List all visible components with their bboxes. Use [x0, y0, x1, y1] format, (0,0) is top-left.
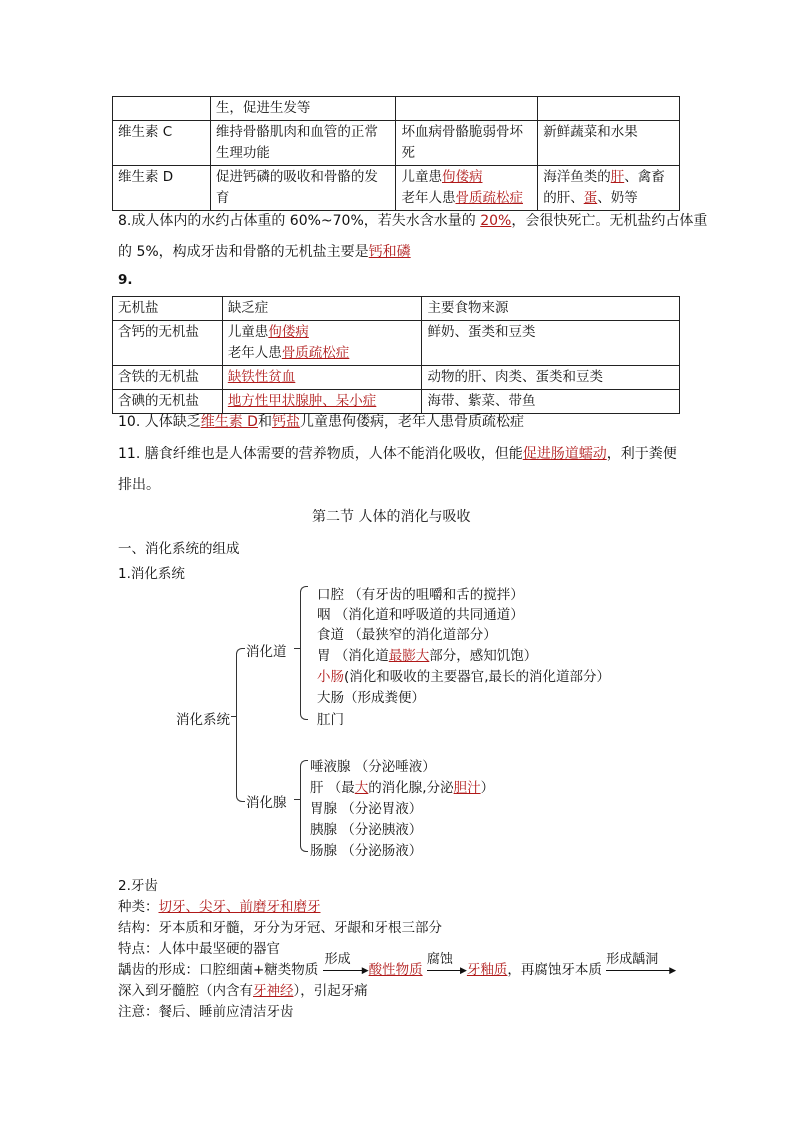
item-11-line1: [118, 443, 677, 463]
highlight: 骨质疏松症: [281, 345, 350, 361]
table-cell: [538, 97, 680, 121]
teeth-feature: 特点：人体中最坚硬的器官: [118, 941, 280, 957]
tract-label: 消化道: [246, 644, 287, 660]
highlight: 最膨大: [388, 648, 430, 664]
table-cell: 新鲜蔬菜和水果: [538, 121, 680, 166]
highlight: 地方性甲状腺肿、呆小症: [227, 393, 377, 409]
text: 的肝、: [543, 190, 584, 206]
tree-root: 消化系统: [176, 712, 230, 728]
text: 的消化腺,分泌: [368, 780, 454, 796]
text: 部分，感知饥饱）: [429, 648, 538, 664]
text: 儿童患: [401, 169, 442, 185]
item-8-line1: [118, 210, 707, 230]
highlight: 蛋: [583, 190, 598, 206]
highlight: 佝偻病: [268, 324, 309, 340]
highlight: 钙和磷: [368, 244, 411, 260]
teeth-note: 注意：餐后、睡前应清洁牙齿: [118, 1004, 294, 1020]
table-cell: [396, 166, 538, 211]
table-cell: 含钙的无机盐: [113, 321, 223, 366]
text: 老年人患: [227, 345, 282, 361]
table-header: 主要食物来源: [422, 297, 680, 321]
table-row: [113, 97, 680, 121]
text: 和: [257, 414, 272, 430]
table-cell: 含碘的无机盐: [113, 390, 223, 414]
table-cell: 坏血病骨骼脆弱骨坏死: [396, 121, 538, 166]
table-cell: 动物的肝、肉类、蛋类和豆类: [422, 366, 680, 390]
table-header: 无机盐: [113, 297, 223, 321]
table-row: [113, 321, 680, 366]
heading-1: 一、消化系统的组成: [118, 541, 240, 557]
table-cell: [538, 166, 680, 211]
table-cell: 促进钙磷的吸收和骨骼的发育: [210, 166, 396, 211]
highlight: 牙神经: [253, 983, 294, 999]
highlight: 肝: [610, 169, 625, 185]
table-cell: 维生素 C: [113, 121, 211, 166]
gland-brace-stem: [294, 799, 301, 800]
text: ）: [480, 780, 495, 796]
item-10: [118, 411, 524, 431]
text: 儿童患: [227, 324, 269, 340]
text: 、禽畜: [624, 169, 665, 185]
text: 海洋鱼类的: [543, 169, 611, 185]
text: 的 5%，构成牙齿和骨骼的无机盐主要是: [118, 244, 369, 260]
table-cell: 鲜奶、蛋类和豆类: [422, 321, 680, 366]
text: ，会很快死亡。无机盐约占体重: [511, 213, 708, 229]
text: 深入到牙髓腔（内含有: [118, 983, 253, 999]
tract-brace-stem: [294, 648, 301, 649]
mineral-table: [112, 296, 680, 414]
table-row: [113, 366, 680, 390]
highlight: 切牙、尖牙、前磨牙和磨牙: [158, 899, 321, 915]
arrow-formation: 形成 ▶: [323, 962, 369, 978]
root-brace-stem: [231, 716, 237, 717]
table-cell: [222, 366, 422, 390]
item-9-number: 9.: [118, 272, 133, 288]
section-title: 第二节 人体的消化与吸收: [312, 509, 471, 525]
table-cell: [396, 97, 538, 121]
table-cell: [222, 390, 422, 414]
vitamin-table: [112, 96, 680, 211]
caries-line2: [118, 979, 368, 999]
text: 10. 人体缺乏: [118, 414, 201, 430]
tract-item: [317, 665, 610, 685]
highlight: 缺铁性贫血: [227, 369, 296, 385]
arrow-label: 形成: [324, 952, 351, 967]
text: 龋齿的形成：口腔细菌+糖类物质: [118, 962, 319, 978]
table-row: [113, 390, 680, 414]
teeth-structure: 结构：牙本质和牙髓，牙分为牙冠、牙龈和牙根三部分: [118, 920, 442, 936]
gland-brace: [300, 760, 308, 852]
teeth-heading: 2.牙齿: [118, 878, 158, 894]
table-cell: 生，促进生发等: [210, 97, 396, 121]
text: 种类：: [118, 899, 159, 915]
tract-brace: [300, 586, 308, 720]
item-8-line2: [118, 241, 411, 261]
table-cell: [222, 321, 422, 366]
highlight: 20%: [480, 213, 512, 229]
root-brace: [236, 648, 245, 802]
gland-item: 胰腺 （分泌胰液）: [310, 822, 423, 838]
table-cell: 含铁的无机盐: [113, 366, 223, 390]
text: 胃 （消化道: [317, 648, 389, 664]
text: ，利于粪便: [606, 446, 677, 462]
text: 11. 膳食纤维也是人体需要的营养物质，人体不能消化吸收，但能: [118, 446, 523, 462]
table-row: [113, 297, 680, 321]
sub-heading-digestive-system: 1.消化系统: [118, 566, 185, 582]
teeth-types: [118, 895, 321, 915]
tract-item: 口腔 （有牙齿的咀嚼和舌的搅拌）: [317, 587, 524, 603]
table-row: [113, 121, 680, 166]
table-header: 缺乏症: [222, 297, 422, 321]
highlight: 促进肠道蠕动: [522, 446, 607, 462]
text: ），引起牙痛: [293, 983, 368, 999]
text: 肝 （最: [310, 780, 355, 796]
arrow-label: 形成龋洞: [606, 952, 659, 967]
highlight: 牙釉质: [466, 962, 508, 978]
arrow-label: 腐蚀: [426, 952, 453, 967]
arrow-erosion: 腐蚀 ▶: [427, 962, 467, 978]
tract-item: 大肠（形成粪便）: [317, 690, 425, 706]
table-cell: 维持骨骼肌肉和血管的正常生理功能: [210, 121, 396, 166]
item-11-line2: 排出。: [118, 477, 160, 493]
text: 、奶等: [597, 190, 638, 206]
highlight: 维生素 D: [200, 414, 258, 430]
text: ，再腐蚀牙本质: [507, 962, 602, 978]
caries-formation: [118, 952, 677, 978]
highlight: 大: [354, 780, 369, 796]
text: 老年人患: [401, 190, 456, 206]
gland-item: 胃腺 （分泌胃液）: [310, 801, 423, 817]
highlight: 小肠: [317, 669, 344, 685]
highlight: 骨质疏松症: [455, 190, 523, 206]
table-row: [113, 166, 680, 211]
gland-item: 唾液腺 （分泌唾液）: [310, 759, 436, 775]
highlight: 钙盐: [271, 414, 300, 430]
tract-item: 咽 （消化道和呼吸道的共同通道）: [317, 607, 524, 623]
highlight: 胆汁: [453, 780, 481, 796]
tract-item: 食道 （最狭窄的消化道部分）: [317, 627, 497, 643]
text: 8.成人体内的水约占体重的 60%~70%，若失水含水量的: [118, 213, 481, 229]
gland-item: [310, 776, 494, 796]
table-cell: [113, 97, 211, 121]
tract-item: 肛门: [317, 712, 344, 728]
text: (消化和吸收的主要器官,最长的消化道部分）: [344, 669, 611, 685]
arrow-cavity: 形成龋洞 ▶: [606, 962, 676, 978]
text: 儿童患佝偻病，老年人患骨质疏松症: [299, 414, 524, 430]
table-cell: 维生素 D: [113, 166, 211, 211]
highlight: 佝偻病: [441, 169, 483, 185]
highlight: 酸性物质: [368, 962, 423, 978]
gland-label: 消化腺: [246, 795, 287, 811]
table-cell: 海带、紫菜、带鱼: [422, 390, 680, 414]
gland-item: 肠腺 （分泌肠液）: [310, 843, 423, 859]
tract-item: [317, 644, 537, 664]
